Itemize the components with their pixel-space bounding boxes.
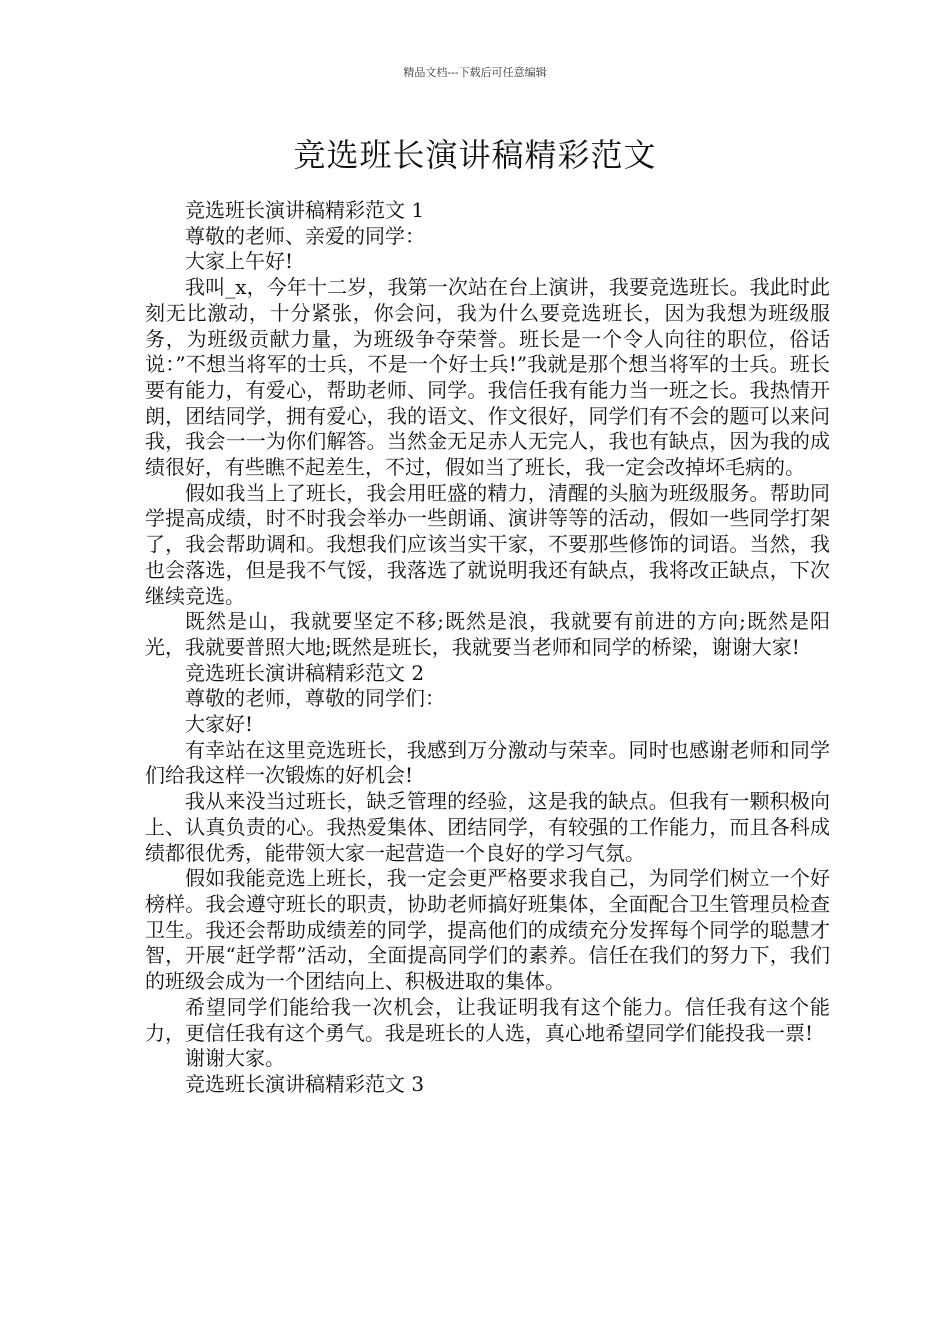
paragraph: 我从来没当过班长，缺乏管理的经验，这是我的缺点。但我有一颗积极向上、认真负责的心。我热爱集体、团结同学，有较强的工作能力，而且各科成绩都很优秀，能带领大家一起营造一个良好的学习气氛。 [145,789,830,865]
page-header: 精品文档---下载后可任意编辑 [403,66,547,79]
salutation: 尊敬的老师，尊敬的同学们： [185,686,445,711]
greeting: 大家好! [185,712,254,737]
salutation: 尊敬的老师、亲爱的同学： [185,223,425,248]
document-title: 竞选班长演讲稿精彩范文 [293,136,657,174]
section-heading-2: 竞选班长演讲稿精彩范文 2 [185,660,425,685]
paragraph: 假如我能竞选上班长，我一定会更严格要求我自己，为同学们树立一个好榜样。我会遵守班长的职责，协助老师搞好班集体，全面配合卫生管理员检查卫生。我还会帮助成绩差的同学，提高他们的成绩充分发挥每个同学的聪慧才智，开展“赶学帮”活动，全面提高同学们的素养。信任在我们的努力下，我们的班级会成为一个团结向上、积极进取的集体。 [145,866,830,994]
section-heading-3: 竞选班长演讲稿精彩范文 3 [185,1071,425,1096]
section-heading-1: 竞选班长演讲稿精彩范文 1 [185,198,425,222]
paragraph: 希望同学们能给我一次机会，让我证明我有这个能力。信任我有这个能力，更信任我有这个勇气。我是班长的人选，真心地希望同学们能投我一票! [145,994,830,1045]
paragraph: 我叫_x，今年十二岁，我第一次站在台上演讲，我要竞选班长。我此时此刻无比激动，十分紧张，你会问，我为什么要竞选班长，因为我想为班级服务，为班级贡献力量，为班级争夺荣誉。班长是一个令人向往的职位，俗话说：”不想当将军的士兵，不是一个好士兵!”我就是那个想当将军的士兵。班长要有能力，有爱心，帮助老师、同学。我信任我有能力当一班之长。我热情开朗，团结同学，拥有爱心，我的语文、作文很好，同学们有不会的题可以来问我，我会一一为你们解答。当然金无足赤人无完人，我也有缺点，因为我的成绩很好，有些瞧不起差生，不过，假如当了班长，我一定会改掉坏毛病的。 [145,275,830,480]
document-body [145,198,830,1098]
paragraph: 假如我当上了班长，我会用旺盛的精力，清醒的头脑为班级服务。帮助同学提高成绩，时不时我会举办一些朗诵、演讲等等的活动，假如一些同学打架了，我会帮助调和。我想我们应该当实干家，不要那些修饰的词语。当然，我也会落选，但是我不气馁，我落选了就说明我还有缺点，我将改正缺点，下次继续竞选。 [145,480,830,608]
paragraph: 既然是山，我就要坚定不移;既然是浪，我就要有前进的方向;既然是阳光，我就要普照大地;既然是班长，我就要当老师和同学的桥梁，谢谢大家! [145,609,830,659]
greeting: 大家上午好! [185,249,294,274]
paragraph: 有幸站在这里竞选班长，我感到万分激动与荣幸。同时也感谢老师和同学们给我这样一次锻炼的好机会! [145,737,830,788]
closing: 谢谢大家。 [185,1046,285,1071]
